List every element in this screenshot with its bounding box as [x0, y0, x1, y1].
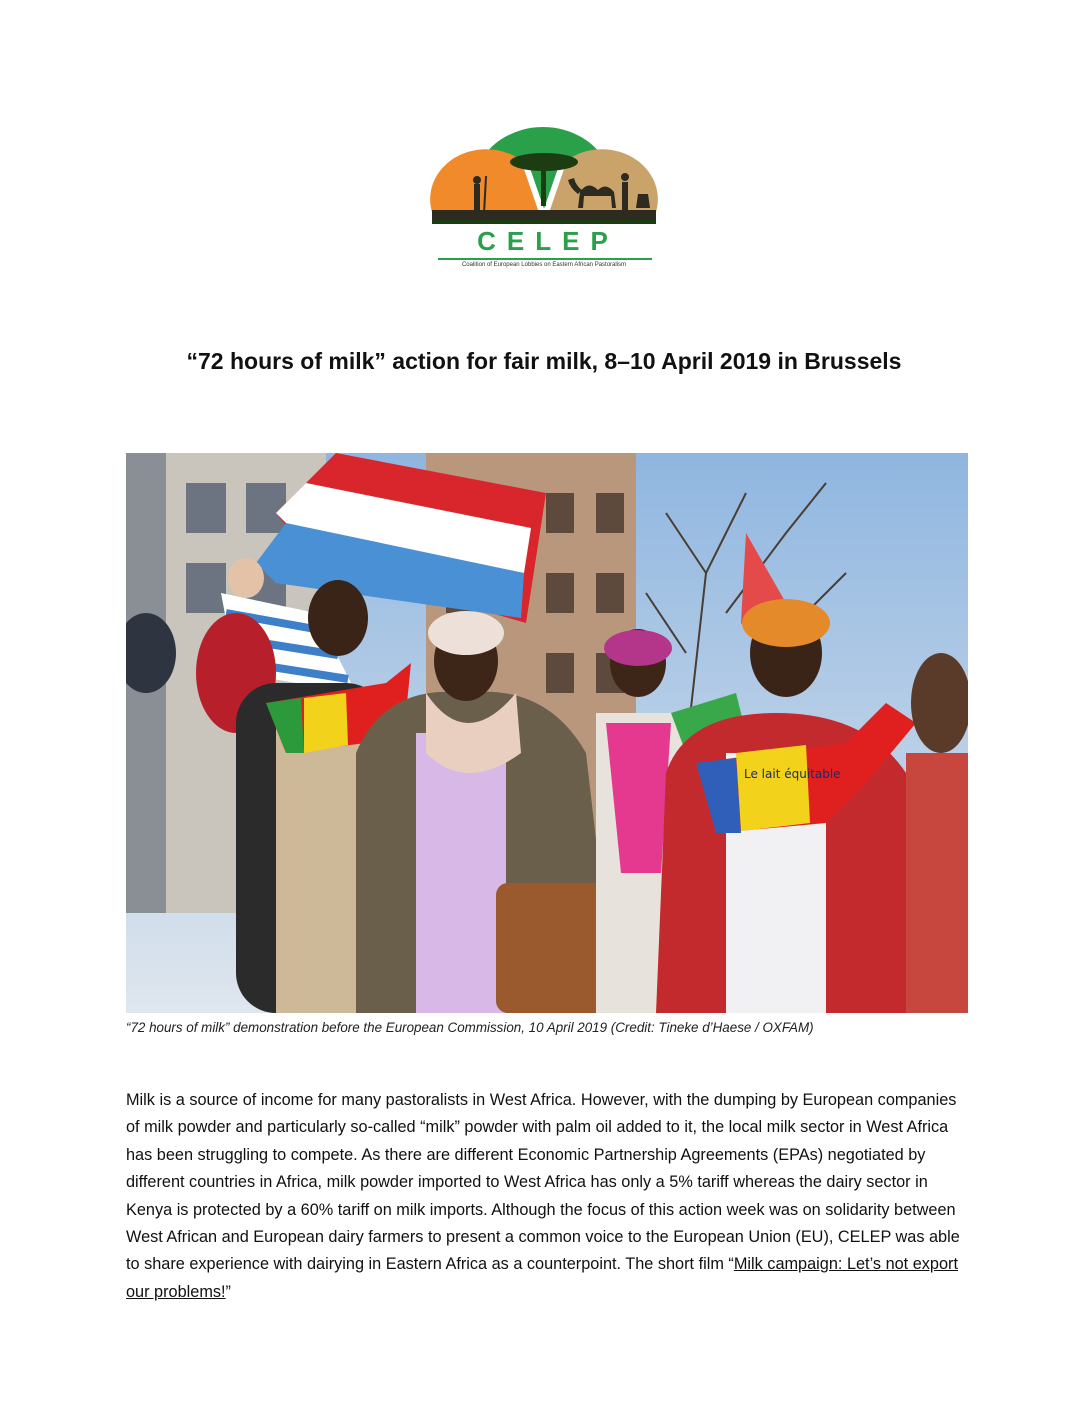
photo-scene: [126, 453, 968, 1013]
body-text-end: ”: [225, 1282, 231, 1301]
body-paragraph: [126, 1087, 968, 1306]
body-text: Milk is a source of income for many pastoralists in West Africa. However, with the dumping by European companies of milk powder and particularly so-called “milk” powder with palm oil added to it, the local milk sector in West Africa has been struggling to compete. As there are different Economic Partnership Agreements (EPAs) negotiated by different countries in Africa, milk powder imported to West Africa has only a 5% tariff whereas the dairy sector in Kenya is protected by a 60% tariff on milk imports. Although the focus of this action week was on solidarity between West African and European dairy farmers to present a common voice to the European Union (EU), CELEP was able to share experience with dairying in Eastern Africa as a counterpoint. The short film “: [126, 1091, 960, 1274]
logo-name: CELEP: [477, 226, 619, 256]
page-title: “72 hours of milk” action for fair milk, 8–10 April 2019 in Brussels: [186, 348, 902, 374]
logo-subtitle: Coalition of European Lobbies on Eastern African Pastoralism: [461, 262, 627, 268]
photo-caption: “72 hours of milk” demonstration before the European Commission, 10 April 2019 (Credit: Tineke d’Haese / OXFAM): [126, 1020, 814, 1035]
film-link[interactable]: Milk campaign: Let’s not export our problems!: [126, 1255, 958, 1301]
cow-label-text: Le lait équitable: [744, 767, 841, 781]
demonstration-photo: [126, 453, 968, 1013]
logo-divider: [438, 258, 652, 260]
logo-emblem-icon: [428, 124, 660, 232]
celep-logo: [428, 124, 660, 270]
